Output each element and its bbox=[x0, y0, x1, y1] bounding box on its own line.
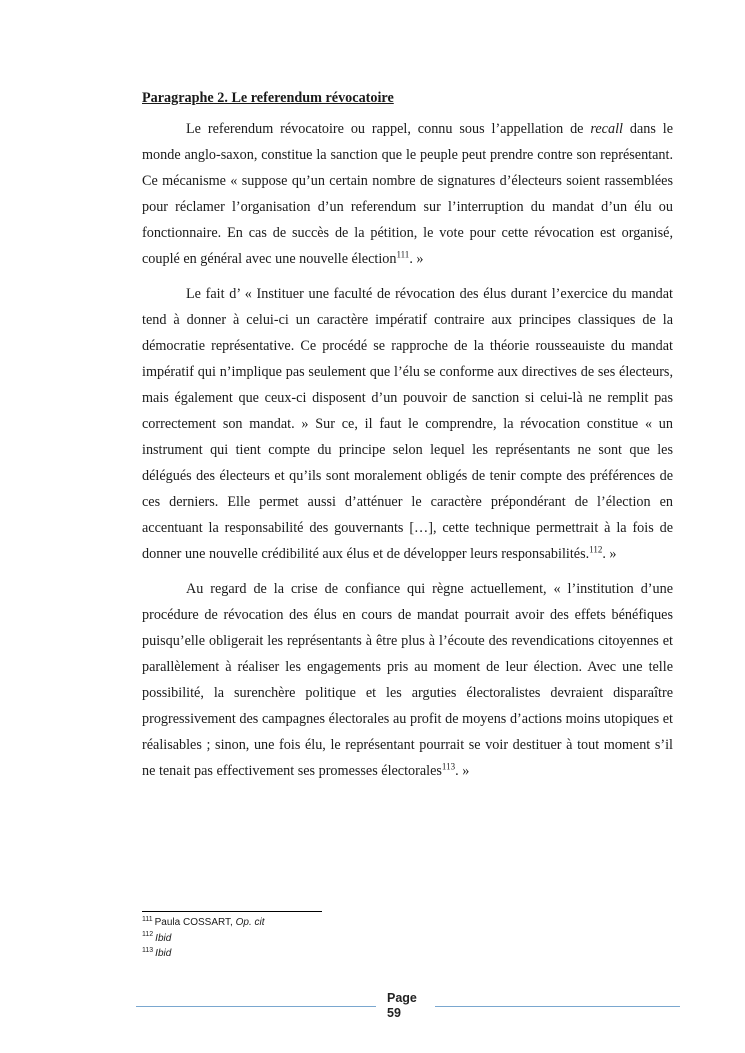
footnote-ref-112[interactable]: 112 bbox=[589, 543, 603, 554]
paragraph-1-text-a: Le referendum révocatoire ou rappel, connu sous l’appellation de bbox=[186, 121, 591, 137]
footnote-ref-111[interactable]: 111 bbox=[396, 248, 410, 259]
footnote-ref-113[interactable]: 113 bbox=[441, 761, 456, 772]
paragraph-1 bbox=[142, 117, 673, 272]
footnote-number: 111 bbox=[142, 915, 153, 923]
paragraph-2-text: Le fait d’ « Instituer une faculté de révocation des élus durant l’exercice du mandat tend à donner à celui-ci un caractère impératif contraire aux principes classiques de la démocratie représentative. Ce procédé se rapproche de la théorie rousseauiste du mandat impératif qui n’implique pas seulement que l’élu se conforme aux directives de ses électeurs, mais également que ceux-ci disposent d’un pouvoir de sanction si celui-là ne remplit pas correctement son mandat. » Sur ce, il faut le comprendre, la révocation constitue « un instrument qui tient compte du principe selon lequel les représentants ne sont que les délégués des électeurs et qu’ils sont moralement obligés de tenir compte des préférences de ces derniers. Elle permet aussi d’atténuer le caractère prépondérant de l’élection en accentuant la responsabilité des gouvernants […], cette technique permettrait à la fois de donner une nouvelle crédibilité aux élus et de développer leurs responsabilités. bbox=[142, 286, 673, 562]
footnote-number: 113 bbox=[142, 946, 154, 954]
footnote-number: 112 bbox=[142, 931, 154, 939]
footer-rule-left bbox=[136, 1006, 376, 1007]
footnote-111 bbox=[142, 915, 265, 931]
footnote-italic: Ibid bbox=[155, 948, 172, 959]
footnotes bbox=[142, 915, 265, 962]
footnote-italic: Op. cit bbox=[235, 917, 265, 928]
footnote-separator bbox=[142, 911, 322, 912]
footer-rule-right bbox=[435, 1006, 680, 1007]
section-heading: Paragraphe 2. Le referendum révocatoire bbox=[142, 90, 394, 106]
footnote-italic: Ibid bbox=[155, 932, 172, 944]
paragraph-3-end: . » bbox=[455, 762, 470, 779]
paragraph-2 bbox=[142, 282, 673, 567]
paragraph-2-end: . » bbox=[602, 545, 617, 562]
footnote-112 bbox=[142, 931, 265, 947]
paragraph-1-text-b: dans le monde anglo-saxon, constitue la sanction que le peuple peut prendre contre son représentant. Ce mécanisme « suppose qu’un certain nombre de signatures d’électeurs soient rassemblées pour réclamer l’organisation d’un referendum sur l’interruption du mandat d’un élu ou fonctionnaire. En cas de succès de la pétition, le vote pour cette révocation est organisé, couplé en général avec une nouvelle élection bbox=[142, 121, 674, 267]
page-number bbox=[387, 991, 432, 1021]
paragraph-1-italic-term: recall bbox=[590, 121, 623, 137]
page-label-text: Page bbox=[387, 991, 417, 1005]
document-body bbox=[142, 88, 673, 795]
footnote-113 bbox=[142, 946, 265, 962]
page-number-value: 59 bbox=[387, 1006, 401, 1020]
paragraph-3 bbox=[142, 577, 673, 784]
paragraph-1-end: . » bbox=[409, 250, 424, 267]
footnote-text: Paula COSSART, bbox=[154, 917, 236, 928]
paragraph-3-text: Au regard de la crise de confiance qui règne actuellement, « l’institution d’une procédure de révocation des élus en cours de mandat pourrait avoir des effets bénéfiques puisqu’elle obligerait les représentants à être plus à l’écoute des revendications citoyennes et parallèlement à réaliser les engagements pris au moment de leur élection. Avec une telle possibilité, la surenchère politique et les arguties électoralistes devraient disparaître progressivement des campagnes électorales au profit de moyens d’actions moins utopiques et réalisables ; sinon, une fois élu, le représentant pourrait se voir destituer à tout moment s’il ne tenait pas effectivement ses promesses électorales bbox=[142, 581, 673, 779]
